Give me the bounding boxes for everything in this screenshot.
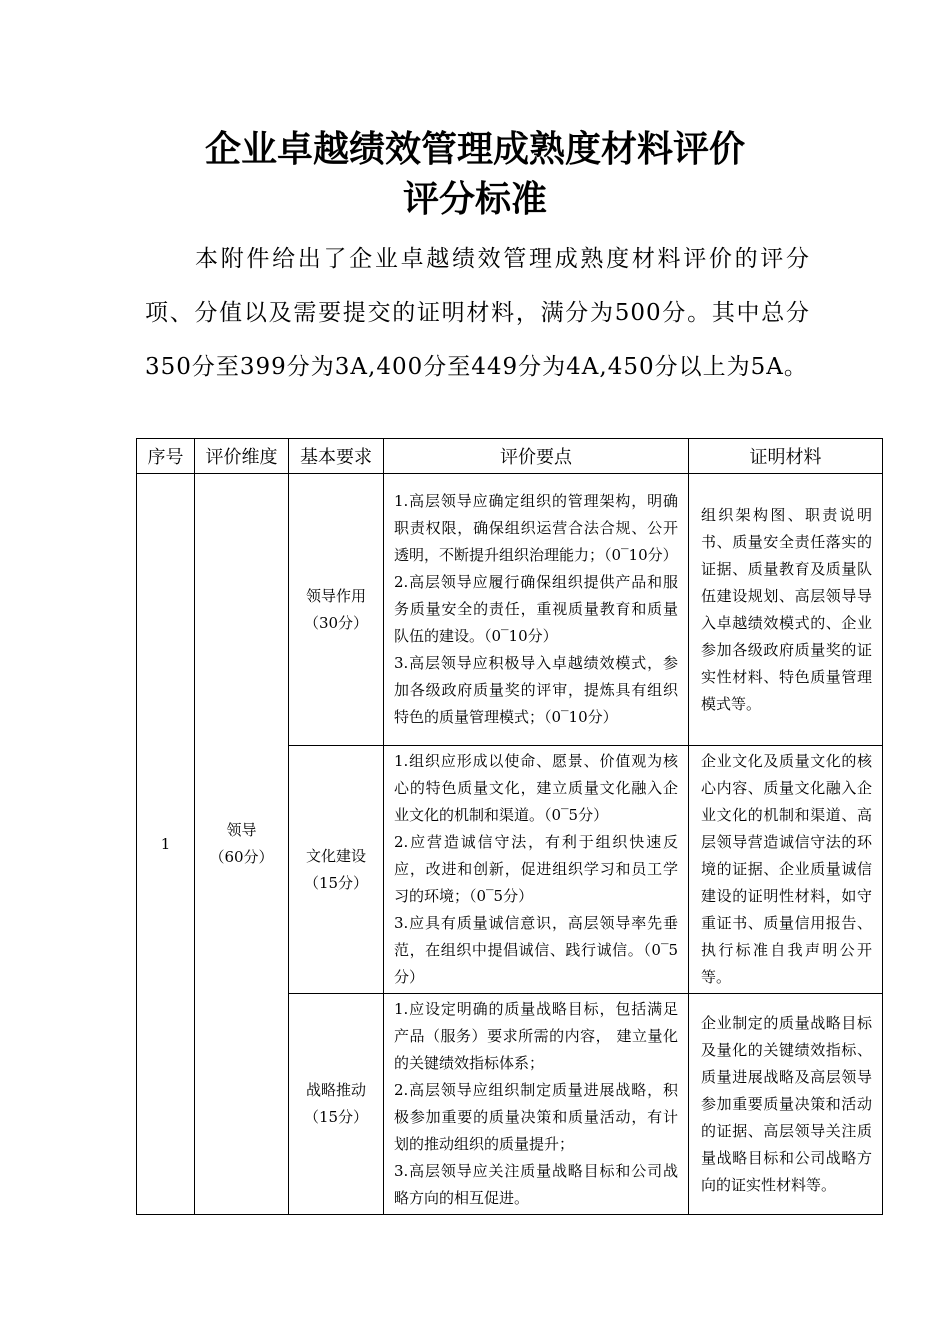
point-item: 2.应营造诚信守法，有利于组织快速反应，改进和创新，促进组织学习和员工学习的环境；（0‾5分） bbox=[394, 833, 678, 905]
point-item: 3.高层领导应关注质量战略目标和公司战略方向的相互促进。 bbox=[394, 1162, 678, 1207]
point-item: 3.应具有质量诚信意识，高层领导率先垂范，在组织中提倡诚信、践行诚信。（0‾5分） bbox=[394, 914, 678, 986]
evidence-cell: 企业文化及质量文化的核心内容、质量文化融入企业文化的机制和渠道、高层领导营造诚信守法的环境的证据、企业质量诚信建设的证明性材料，如守重证书、质量信用报告、执行标准自我声明公开等。 bbox=[689, 746, 883, 994]
header-seq: 序号 bbox=[137, 439, 195, 474]
points-cell bbox=[384, 474, 689, 746]
requirement-score: （15分） bbox=[303, 873, 369, 892]
evidence-cell: 企业制定的质量战略目标及量化的关键绩效指标、质量进展战略及高层领导参加重要质量决策和活动的证据、高层领导关注质量战略目标和公司战略方向的证实性材料等。 bbox=[689, 994, 883, 1215]
dimension-cell bbox=[195, 474, 289, 1215]
point-item: 3.高层领导应积极导入卓越绩效模式，参加各级政府质量奖的评审，提炼具有组织特色的质量管理模式；（0‾10分） bbox=[394, 654, 678, 726]
evidence-cell: 组织架构图、职责说明书、质量安全责任落实的证据、质量教育及质量队伍建设规划、高层领导导入卓越绩效模式的、企业参加各级政府质量奖的证实性材料、特色质量管理模式等。 bbox=[689, 474, 883, 746]
requirement-score: （15分） bbox=[303, 1108, 369, 1126]
scoring-table bbox=[136, 438, 883, 1215]
point-item: 2.高层领导应履行确保组织提供产品和服务质量安全的责任，重视质量教育和质量队伍的建设。（0‾10分） bbox=[394, 573, 678, 645]
header-evidence: 证明材料 bbox=[689, 439, 883, 474]
header-requirement: 基本要求 bbox=[289, 439, 384, 474]
page-subtitle: 评分标准 bbox=[402, 178, 547, 220]
requirement-name: 战略推动 bbox=[305, 1081, 366, 1099]
requirement-name: 文化建设 bbox=[305, 846, 366, 865]
dimension-name: 领导 bbox=[226, 821, 257, 839]
header-dimension: 评价维度 bbox=[195, 439, 289, 474]
requirement-name: 领导作用 bbox=[305, 586, 366, 605]
points-cell bbox=[384, 746, 689, 994]
points-cell bbox=[384, 994, 689, 1215]
page-title: 企业卓越绩效管理成熟度材料评价 bbox=[204, 128, 745, 170]
table-header-row bbox=[137, 439, 883, 474]
dimension-score: （60分） bbox=[209, 848, 274, 866]
seq-cell: 1 bbox=[137, 474, 195, 1215]
point-item: 1.高层领导应确定组织的管理架构，明确职责权限，确保组织运营合法合规、公开透明，不断提升组织治理能力；（0‾10分） bbox=[394, 492, 678, 564]
header-points: 评价要点 bbox=[384, 439, 689, 474]
table-row bbox=[137, 474, 883, 746]
requirement-cell bbox=[289, 994, 384, 1215]
requirement-cell bbox=[289, 474, 384, 746]
requirement-score: （30分） bbox=[303, 613, 369, 632]
intro-text: 本附件给出了企业卓越绩效管理成熟度材料评价的评分项、分值以及需要提交的证明材料，满分为500分。其中总分350分至399分为3A,400分至449分为4A,450分以上为5A。 bbox=[145, 246, 810, 380]
intro-paragraph bbox=[145, 232, 810, 394]
requirement-cell bbox=[289, 746, 384, 994]
point-item: 1.组织应形成以使命、愿景、价值观为核心的特色质量文化，建立质量文化融入企业文化的机制和渠道。（0‾5分） bbox=[394, 752, 678, 824]
point-item: 1.应设定明确的质量战略目标，包括满足产品（服务）要求所需的内容， 建立量化的关键绩效指标体系； bbox=[394, 1000, 678, 1072]
point-item: 2.高层领导应组织制定质量进展战略，积极参加重要的质量决策和质量活动，有计划的推动组织的质量提升； bbox=[394, 1081, 678, 1153]
